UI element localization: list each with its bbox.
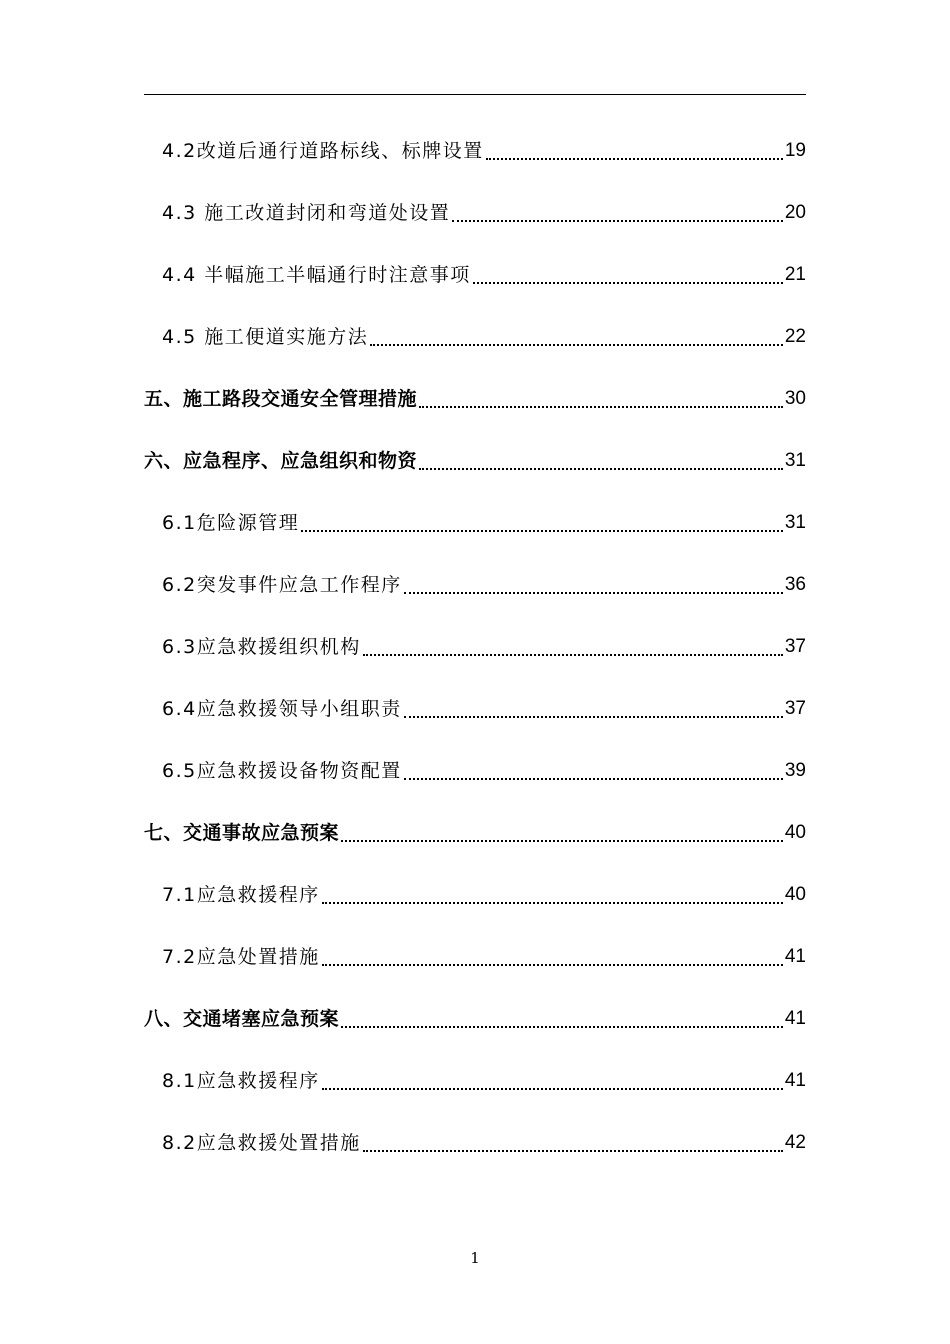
toc-entry-title: 八、交通堵塞应急预案 <box>144 1008 340 1030</box>
toc-entry[interactable] <box>144 492 806 554</box>
toc-dot-leader <box>322 902 783 904</box>
toc-entry[interactable] <box>144 616 806 678</box>
toc-entry-title: 7.2应急处置措施 <box>162 946 320 968</box>
toc-entry-page: 31 <box>784 512 806 533</box>
toc-entry-title: 4.5 施工便道实施方法 <box>162 326 369 348</box>
toc-entry[interactable] <box>144 368 806 430</box>
toc-entry-page: 40 <box>784 884 806 905</box>
toc-entry-page: 36 <box>784 574 806 595</box>
header-rule <box>144 94 806 95</box>
toc-entry-title: 4.4 半幅施工半幅通行时注意事项 <box>162 264 471 286</box>
toc-entry-page: 30 <box>784 388 806 409</box>
toc-entry[interactable] <box>144 430 806 492</box>
toc-entry-title: 五、施工路段交通安全管理措施 <box>144 388 418 410</box>
toc-dot-leader <box>322 964 783 966</box>
toc-entry-title: 8.1应急救援程序 <box>162 1070 320 1092</box>
toc-entry-page: 31 <box>784 450 806 471</box>
toc-entry[interactable] <box>144 740 806 802</box>
toc-dot-leader <box>404 778 783 780</box>
toc-entry[interactable] <box>144 182 806 244</box>
toc-entry-title: 4.3 施工改道封闭和弯道处设置 <box>162 202 451 224</box>
toc-entry-title: 6.3应急救援组织机构 <box>162 636 361 658</box>
toc-entry[interactable] <box>144 678 806 740</box>
toc-dot-leader <box>473 282 783 284</box>
toc-entry-page: 37 <box>784 636 806 657</box>
toc-entry-title: 4.2改道后通行道路标线、标牌设置 <box>162 140 484 162</box>
toc-dot-leader <box>301 530 783 532</box>
toc-dot-leader <box>341 840 783 842</box>
toc-entry-page: 20 <box>784 202 806 223</box>
toc-dot-leader <box>370 344 783 346</box>
toc-dot-leader <box>363 1150 783 1152</box>
toc-entry-page: 19 <box>784 140 806 161</box>
toc-dot-leader <box>419 468 783 470</box>
toc-entry-page: 37 <box>784 698 806 719</box>
toc-dot-leader <box>419 406 783 408</box>
toc-entry[interactable] <box>144 802 806 864</box>
page-number: 1 <box>470 1249 480 1267</box>
toc-entry-title: 7.1应急救援程序 <box>162 884 320 906</box>
toc-entry[interactable] <box>144 554 806 616</box>
toc-dot-leader <box>322 1088 783 1090</box>
toc-entry[interactable] <box>144 306 806 368</box>
toc-entry-page: 39 <box>784 760 806 781</box>
toc-entry-page: 41 <box>784 1070 806 1091</box>
table-of-contents <box>144 120 806 1174</box>
toc-dot-leader <box>341 1026 783 1028</box>
toc-dot-leader <box>363 654 783 656</box>
toc-entry[interactable] <box>144 926 806 988</box>
toc-entry-page: 41 <box>784 1008 806 1029</box>
toc-dot-leader <box>404 592 783 594</box>
toc-entry-title: 8.2应急救援处置措施 <box>162 1132 361 1154</box>
toc-entry[interactable] <box>144 120 806 182</box>
toc-entry-title: 6.2突发事件应急工作程序 <box>162 574 402 596</box>
toc-entry-page: 22 <box>784 326 806 347</box>
toc-entry-title: 六、应急程序、应急组织和物资 <box>144 450 418 472</box>
toc-dot-leader <box>486 158 783 160</box>
toc-entry-page: 41 <box>784 946 806 967</box>
toc-entry-title: 6.1危险源管理 <box>162 512 300 534</box>
toc-entry-page: 40 <box>784 822 806 843</box>
toc-entry[interactable] <box>144 988 806 1050</box>
toc-entry-page: 21 <box>784 264 806 285</box>
toc-entry[interactable] <box>144 1112 806 1174</box>
toc-entry-title: 6.5应急救援设备物资配置 <box>162 760 402 782</box>
toc-entry[interactable] <box>144 244 806 306</box>
toc-entry-page: 42 <box>784 1132 806 1153</box>
toc-dot-leader <box>404 716 783 718</box>
toc-dot-leader <box>452 220 783 222</box>
toc-entry[interactable] <box>144 1050 806 1112</box>
toc-entry-title: 6.4应急救援领导小组职责 <box>162 698 402 720</box>
toc-entry-title: 七、交通事故应急预案 <box>144 822 340 844</box>
toc-entry[interactable] <box>144 864 806 926</box>
